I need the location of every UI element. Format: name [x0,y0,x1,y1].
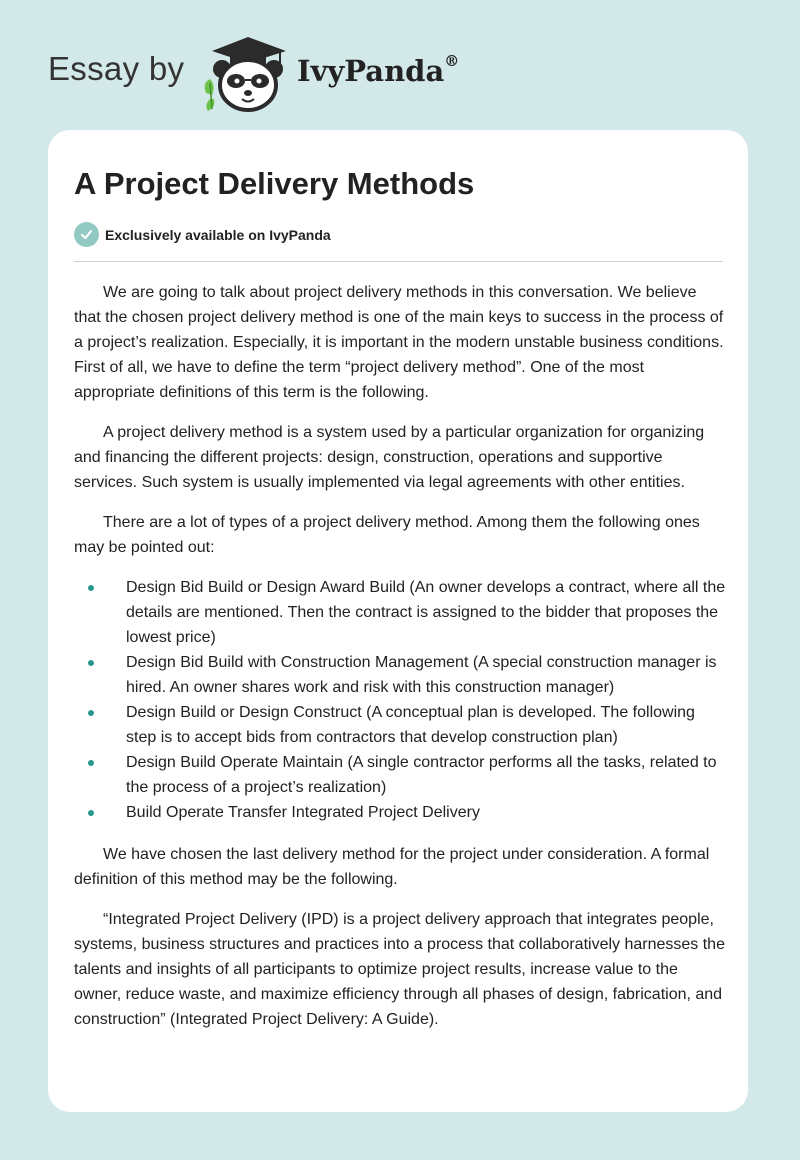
bullet-icon [88,585,94,591]
ivypanda-logo-icon[interactable] [200,33,295,113]
list-item [74,575,726,650]
list-item [74,750,726,800]
list-item-text: Build Operate Transfer Integrated Project Delivery [126,804,480,821]
site-header [0,0,800,120]
essay-card [48,130,748,1112]
brand-name-text: IvyPanda [297,54,445,88]
registered-mark: ® [444,52,460,71]
bullet-icon [88,810,94,816]
brand-name[interactable] [297,54,459,88]
paragraph-ipd-quote: “Integrated Project Delivery (IPD) is a project delivery approach that integrates people, systems, business structures and practices into a process that collaboratively harnesses the talents and insights of all participants to optimize project results, increase value to the owner, reduce waste, and maximize efficiency through all phases of design, fabrication, and construction” (Integrated Project Delivery: A Guide). [74,911,725,1028]
paragraph-intro: We are going to talk about project delivery methods in this conversation. We believe that the chosen project delivery method is one of the main keys to success in the process of a project’s realization. Especially, it is important in the modern unstable business conditions. First of all, we have to define the term “project delivery method”. One of the most appropriate definitions of this term is the following. [74,284,724,401]
list-item-text: Design Build Operate Maintain (A single contractor performs all the tasks, related to the process of a project’s realization) [126,754,717,796]
delivery-methods-list [74,575,726,825]
exclusive-badge [74,222,331,247]
bullet-icon [88,760,94,766]
paragraph-definition: A project delivery method is a system used by a particular organization for organizing and financing the different projects: design, construction, operations and supportive services. Such system is usually implemented via legal agreements with other entities. [74,424,705,491]
paragraph-types-intro: There are a lot of types of a project delivery method. Among them the following ones may be pointed out: [74,514,700,556]
essay-by-label: Essay by [48,50,185,87]
list-item [74,650,726,700]
list-item-text: Design Bid Build or Design Award Build (An owner develops a contract, where all the details are mentioned. Then the contract is assigned to the bidder that proposes the lowest price) [126,579,726,646]
list-item-text: Design Bid Build with Construction Management (A special construction manager is hired. An owner shares work and risk with this construction manager) [126,654,717,696]
exclusive-badge-label: Exclusively available on IvyPanda [105,226,331,243]
list-item [74,800,726,825]
list-item-text: Design Build or Design Construct (A conceptual plan is developed. The following step is to accept bids from contractors that develop construction plan) [126,704,695,746]
essay-body [74,280,726,1047]
bullet-icon [88,660,94,666]
title-divider [74,261,723,262]
check-circle-icon [74,222,99,247]
page-title: A Project Delivery Methods [74,166,475,201]
paragraph-chosen-method: We have chosen the last delivery method for the project under consideration. A formal definition of this method may be the following. [74,846,710,888]
bullet-icon [88,710,94,716]
list-item [74,700,726,750]
